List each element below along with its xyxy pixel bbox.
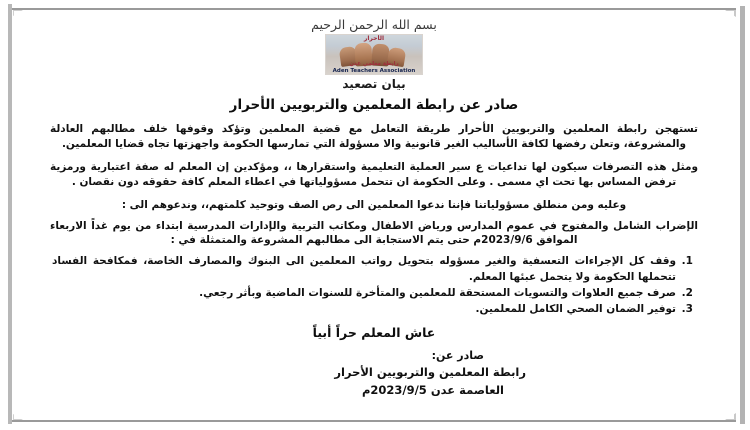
issuer-name: رابطة المعلمين والتربويين الأحرار	[334, 365, 526, 380]
statement-kicker: بيان تصعيد	[342, 77, 406, 91]
logo-arabic-name: رابطة معلمي عدن	[349, 61, 399, 67]
organization-logo	[42, 34, 706, 75]
body-paragraph-4: الإضراب الشامل والمفتوح في عموم المدارس ورياض الاطفال ومكاتب التربية والإدارات المدرسية ابتداء من يوم غداً الاربعاء الموافق 2023/9/6م حتى يتم الاستجابة الى مطالبهم المشروعة والمتمثلة في :	[50, 219, 698, 247]
page-bottom-border	[12, 420, 736, 422]
demands-list	[52, 254, 696, 317]
body-paragraph-3: وعليه ومن منطلق مسؤولياتنا فإننا ندعوا المعلمين الى رص الصف وتوحيد كلمتهم،، وندعوهم الى :	[121, 198, 627, 211]
document-page	[14, 11, 734, 419]
city-and-date: العاصمة عدن 2023/9/5م	[361, 383, 504, 398]
list-item: 3. توفير الضمان الصحي الكامل للمعلمين.	[52, 302, 678, 317]
viewer-left-scrollbar[interactable]	[8, 4, 12, 424]
logo-image	[325, 34, 423, 75]
body-paragraph-2: ومثل هذه التصرفات سيكون لها تداعيات ع سير العملية التعليمية واستقرارها ،، ومؤكدين إن المعلم له صفة اعتبارية ورمزية ترفض المساس بها تحت اي مسمى . وعلى الحكومة ان تتحمل مسؤولياتها في اعطاء المعلم كافة حقوقه دون نقصان .	[50, 160, 698, 188]
list-item: 1. وقف كل الإجراءات التعسفية والغير مسؤوله بتحويل رواتب المعلمين الى البنوك والمصارف الخاصة، فمكافحة الفساد تتحملها الحكومة ولا يتحمل عبئها المعلم.	[52, 254, 678, 284]
logo-english-name: Aden Teachers Association	[332, 68, 416, 74]
issued-by-label: صادر عن:	[431, 349, 484, 363]
signature-block	[42, 347, 706, 400]
logo-top-label: الأحرار	[363, 35, 385, 42]
page-title: صادر عن رابطة المعلمين والتربويين الأحرار	[229, 97, 519, 113]
body-paragraph-1: تستهجن رابطة المعلمين والتربويين الأحرار طريقة التعامل مع قضية المعلمين وتؤكد وقوفها خلف مطالبهم العادلة والمشروعة، وتعلن رفضها لكافة الأساليب الغير قانونية والا مسؤولة التي تمارسها الحكومة واجهزتها تجاه قضايا المعلمين.	[50, 123, 698, 150]
list-item: 2. صرف جميع العلاوات والتسويات المستحقة للمعلمين والمتأخرة للسنوات الماضية وبأثر رجعي.	[52, 286, 678, 301]
basmala-line: بسم الله الرحمن الرحيم	[311, 17, 437, 32]
viewer-right-scrollbar[interactable]	[740, 6, 745, 424]
page-top-border	[12, 8, 736, 10]
closing-slogan: عاش المعلم حراً أبياً	[312, 325, 436, 341]
